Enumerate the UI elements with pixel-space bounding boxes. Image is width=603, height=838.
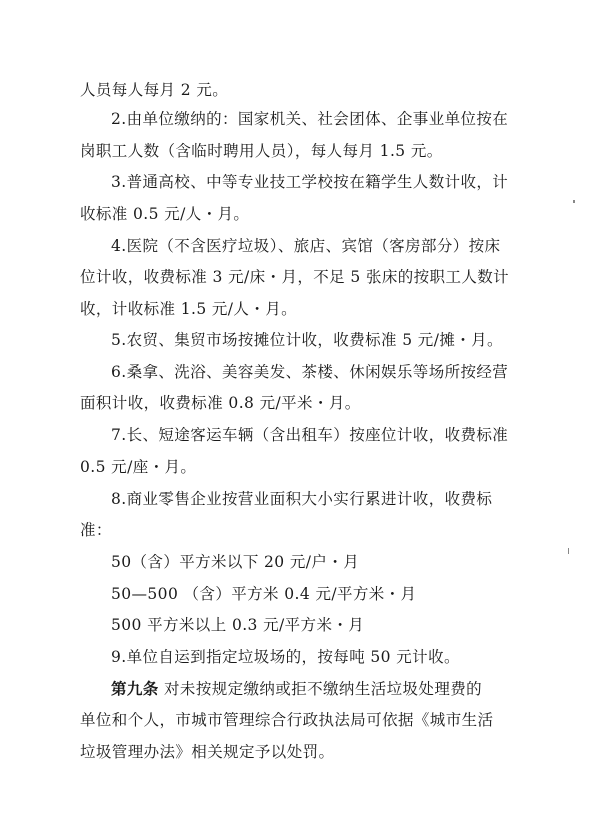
- text-line-10: 6.桑拿、洗浴、美容美发、茶楼、休闲娱乐等场所按经营: [111, 363, 509, 381]
- scan-speck: [573, 200, 575, 203]
- article-nine-line-3: 垃圾管理办法》相关规定予以处罚。: [80, 743, 335, 761]
- text-line-16: 50（含）平方米以下 20 元/户・月: [111, 553, 360, 571]
- article-nine-line-2: 单位和个人，市城市管理综合行政执法局可依据《城市生活: [80, 711, 494, 729]
- text-line-11: 面积计收，收费标准 0.8 元/平米・月。: [80, 394, 361, 412]
- text-line-7: 位计收，收费标准 3 元/床・月，不足 5 张床的按职工人数计: [80, 268, 510, 286]
- text-line-13: 0.5 元/座・月。: [80, 458, 197, 476]
- text-line-12: 7.长、短途客运车辆（含出租车）按座位计收，收费标准: [111, 426, 509, 444]
- text-line-18: 500 平方米以上 0.3 元/平方米・月: [111, 616, 365, 634]
- text-line-5: 收标准 0.5 元/人・月。: [80, 205, 250, 223]
- text-line-15: 准：: [80, 521, 112, 539]
- text-line-2: 2.由单位缴纳的：国家机关、社会团体、企事业单位按在: [111, 110, 509, 128]
- text-line-4: 3.普通高校、中等专业技工学校按在籍学生人数计收，计: [111, 173, 509, 191]
- text-line-6: 4.医院（不含医疗垃圾）、旅店、宾馆（客房部分）按床: [111, 237, 501, 255]
- article-nine-heading: 第九条: [111, 679, 159, 698]
- text-line-19: 9.单位自运到指定垃圾场的，按每吨 50 元计收。: [111, 648, 460, 666]
- text-line-8: 收，计收标准 1.5 元/人・月。: [80, 300, 298, 318]
- text-line-17: 50—500 （含）平方米 0.4 元/平方米・月: [111, 585, 417, 603]
- text-line-3: 岗职工人数（含临时聘用人员），每人每月 1.5 元。: [80, 142, 443, 160]
- text-line-9: 5.农贸、集贸市场按摊位计收，收费标准 5 元/摊・月。: [111, 331, 503, 349]
- text-line-14: 8.商业零售企业按营业面积大小实行累进计收，收费标: [111, 490, 493, 508]
- article-nine-line-1: [111, 679, 482, 699]
- article-nine-text-1: 对未按规定缴纳或拒不缴纳生活垃圾处理费的: [164, 680, 483, 698]
- scan-speck: [568, 548, 569, 554]
- text-line-1: 人员每人每月 2 元。: [80, 81, 229, 99]
